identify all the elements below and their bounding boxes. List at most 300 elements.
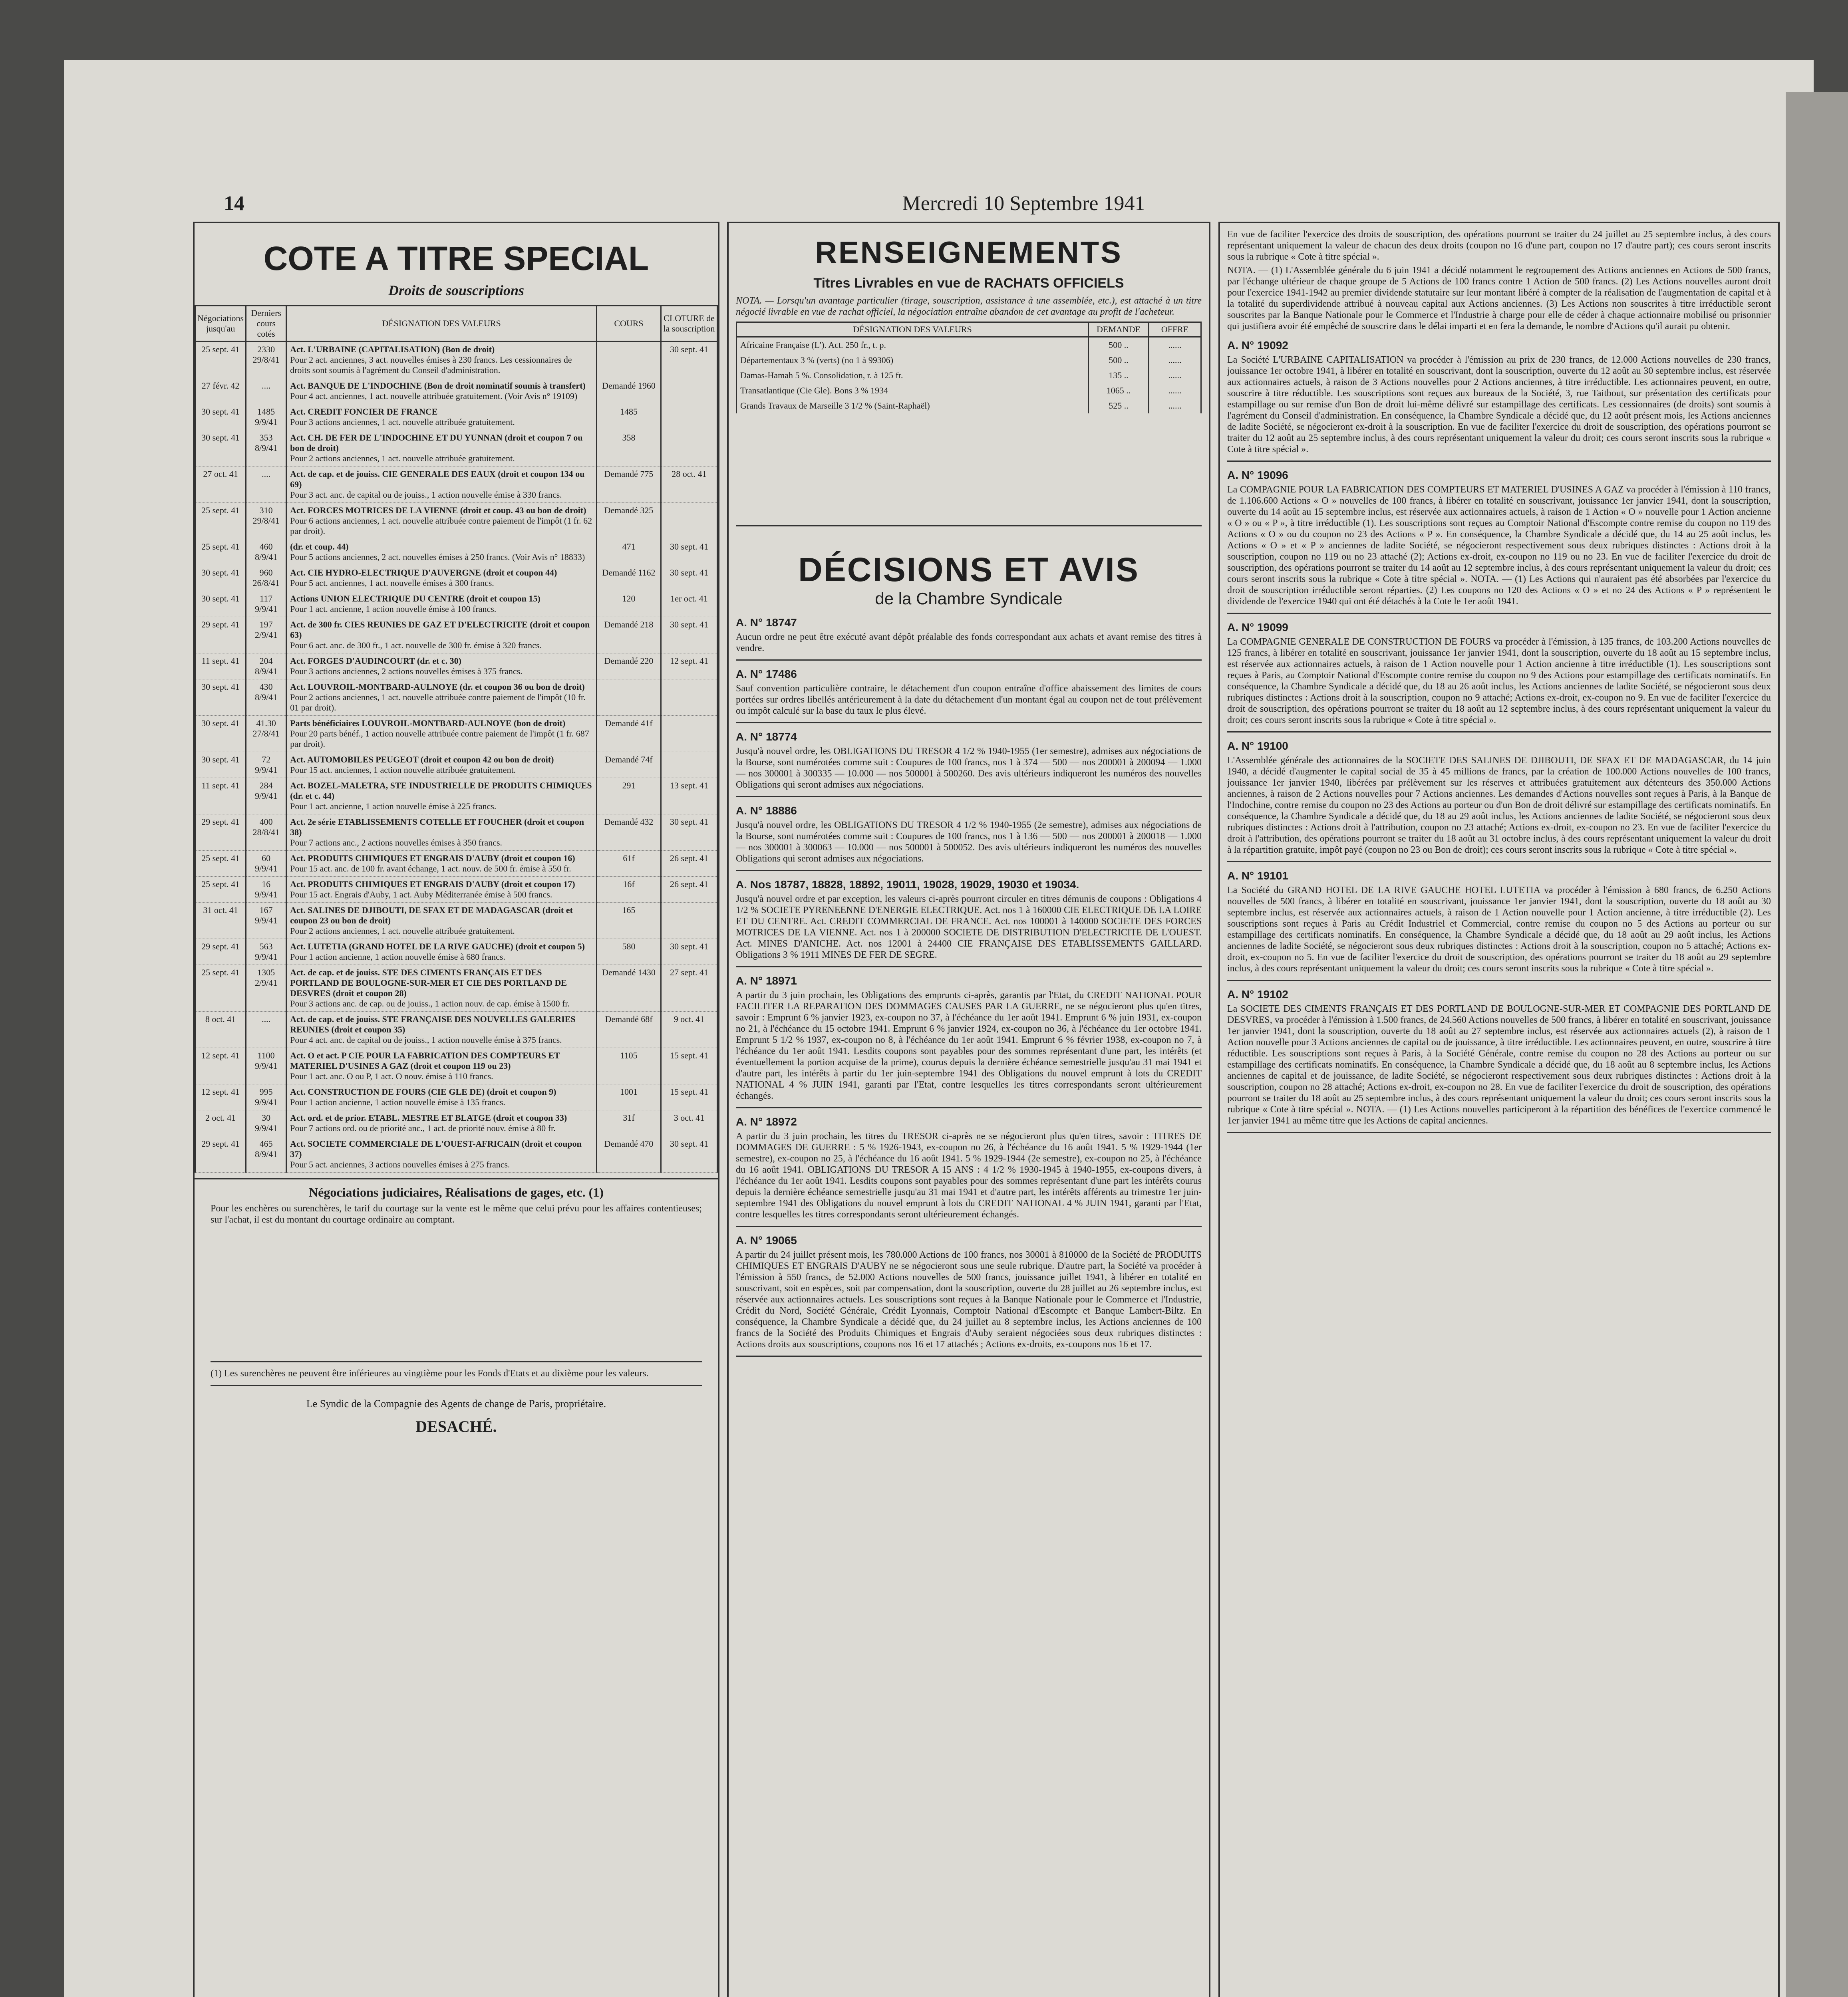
row-cloture: 9 oct. 41 [661, 1012, 717, 1048]
avis-divider [1227, 980, 1771, 981]
row-cloture [661, 716, 717, 752]
avis-number: A. N° 18971 [736, 975, 797, 987]
row-detail: Pour 6 act. anc. de 300 fr., 1 act. nouvelle de 300 fr. émise à 320 francs. [290, 640, 542, 650]
row-last-price: 284 9/9/41 [246, 778, 286, 814]
row-designation [286, 1084, 597, 1110]
souscription-row [195, 341, 717, 378]
decisions-subtitle: de la Chambre Syndicale [875, 589, 1063, 608]
row-detail: Pour 3 actions anciennes, 1 act. nouvelle attribuée gratuitement. [290, 417, 515, 427]
row-detail: Pour 15 act. anc. de 100 fr. avant échange, 1 act. nouv. de 500 fr. émise à 550 fr. [290, 864, 571, 873]
row-cloture: 30 sept. 41 [661, 814, 717, 851]
row-cloture: 28 oct. 41 [661, 466, 717, 503]
row-detail: Pour 3 actions anciennes, 2 actions nouvelles émises à 375 francs. [290, 666, 523, 676]
row-name: Parts bénéficiaires LOUVROIL-MONTBARD-AULNOYE (bon de droit) [290, 718, 566, 728]
rachat-row [737, 353, 1201, 368]
row-designation [286, 1136, 597, 1173]
souscription-row [195, 1110, 717, 1136]
row-cloture: 15 sept. 41 [661, 1084, 717, 1110]
nego-title: Négociations judiciaires, Réalisations de gages, etc. (1) [309, 1185, 604, 1199]
row-cours: 1001 [597, 1084, 661, 1110]
avis-divider [736, 870, 1202, 871]
avis-number: A. Nos 18787, 18828, 18892, 19011, 19028, 19029, 19030 et 19034. [736, 878, 1079, 891]
rachat-row [737, 368, 1201, 383]
avis-text: La SOCIETE DES CIMENTS FRANÇAIS ET DES PORTLAND DE BOULOGNE-SUR-MER ET COMPAGNIE DES PORTLAND DE DESVRES, va procéder à l'émission à 1.500 francs, de 24.560 Actions nouvelles de 500 francs, à libérer en totalité en souscrivant, jouissance 1er janvier 1941, dont la souscription, ouverte du 18 août au 27 septembre inclus, est réservée aux actionnaires actuels (2), à raison de 1 Action nouvelle pour 3 Actions anciennes de capital ou de jouissance, à titre irréductible. Les actionnaires peuvent, en outre, souscrire à titre réductible. Les souscriptions sont reçues à Paris, à la Société Générale, contre remise du coupon no 28 des Actions au porteur ou sur estampillage des certificats nominatifs. En conséquence, la Chambre Syndicale a décidé que, du 18 août au 8 septembre inclus, les Actions anciennes de capital et de jouissance, de ladite Société, se négocieront respectivement sous deux rubriques distinctes : Actions droit à la souscription, coupon no 28 attaché; Actions ex-droit, ex-coupon no 28. En vue de faciliter l'exercice du droit de souscription, des opérations pourront se traiter du 18 août au 25 septembre inclus, à des cours représentant uniquement la valeur du droit; ces cours seront inscrits sous la rubrique « Cote à titre spécial ». NOTA. — (1) Les Actions nouvelles participeront à la répartition des bénéfices de l'exercice commencé le 1er janvier 1941 au même titre que les Actions de capital anciennes. [1227, 1004, 1771, 1126]
avis-number: A. N° 18886 [736, 804, 797, 817]
col3-intro: En vue de faciliter l'exercice des droits de souscription, des opérations pourront se traiter du 24 juillet au 25 septembre inclus, à des cours représentant uniquement la valeur de chacun des deux droits (coupon no 16 d'une part, coupon no 17 d'autre part); ces cours seront inscrits sous la rubrique « Cote à titre spécial ». [1227, 229, 1771, 262]
row-last-price: 1485 9/9/41 [246, 404, 286, 430]
row-designation [286, 341, 597, 378]
row-name: Act. L'URBAINE (CAPITALISATION) (Bon de droit) [290, 344, 495, 354]
avis-number: A. N° 19092 [1227, 339, 1288, 351]
row-date: 30 sept. 41 [195, 679, 246, 716]
row-cours [597, 341, 661, 378]
row-cours: Demandé 68f [597, 1012, 661, 1048]
row-date: 29 sept. 41 [195, 617, 246, 653]
row-cloture [661, 903, 717, 939]
souscription-row [195, 939, 717, 965]
row-designation [286, 965, 597, 1012]
avis-number: A. N° 19099 [1227, 621, 1288, 633]
row-designation [286, 716, 597, 752]
row-date: 25 sept. 41 [195, 851, 246, 877]
rachat-name: Africaine Française (L'). Act. 250 fr., t. p. [737, 337, 1089, 353]
row-name: Act. BOZEL-MALETRA, STE INDUSTRIELLE DE PRODUITS CHIMIQUES (dr. et c. 44) [290, 780, 592, 801]
row-cloture [661, 679, 717, 716]
row-last-price: 72 9/9/41 [246, 752, 286, 778]
avis-number: A. N° 19100 [1227, 740, 1288, 752]
row-last-price: 30 9/9/41 [246, 1110, 286, 1136]
header-designation: DÉSIGNATION DES VALEURS [286, 306, 597, 341]
row-cours: Demandé 220 [597, 653, 661, 679]
row-detail: Pour 5 actions anciennes, 2 act. nouvelles émises à 250 francs. (Voir Avis n° 18833) [290, 552, 585, 562]
row-date: 12 sept. 41 [195, 1048, 246, 1084]
row-name: (dr. et coup. 44) [290, 542, 349, 552]
row-cloture: 12 sept. 41 [661, 653, 717, 679]
avis-divider [1227, 861, 1771, 862]
souscription-row [195, 1084, 717, 1110]
avis-number: A. N° 19096 [1227, 469, 1288, 481]
row-name: Act. SALINES DE DJIBOUTI, DE SFAX ET DE MADAGASCAR (droit et coupon 23 ou bon de droit) [290, 905, 573, 925]
souscription-row [195, 591, 717, 617]
rachat-demande: 135 .. [1089, 368, 1149, 383]
row-date: 25 sept. 41 [195, 965, 246, 1012]
row-name: Act. O et act. P CIE POUR LA FABRICATION DES COMPTEURS ET MATERIEL D'USINES A GAZ (droit et coupon 119 ou 23) [290, 1050, 560, 1071]
row-detail: Pour 4 act. anciennes, 1 act. nouvelle attribuée gratuitement. (Voir Avis n° 19109) [290, 391, 578, 401]
avis-divider [736, 796, 1202, 797]
row-name: Act. de cap. et de jouiss. STE DES CIMENTS FRANÇAIS ET DES PORTLAND DE BOULOGNE-SUR-MER ET CIE DES PORTLAND DE DESVRES (droit et coupon 28) [290, 967, 567, 998]
row-designation [286, 679, 597, 716]
row-cloture: 30 sept. 41 [661, 617, 717, 653]
souscription-row [195, 903, 717, 939]
row-cloture: 30 sept. 41 [661, 1136, 717, 1173]
row-designation [286, 591, 597, 617]
avis-number: A. N° 19065 [736, 1234, 797, 1247]
rachat-name: Damas-Hamah 5 %. Consolidation, r. à 125 fr. [737, 368, 1089, 383]
avis-number: A. N° 18774 [736, 731, 797, 743]
row-cloture [661, 503, 717, 539]
row-cloture: 30 sept. 41 [661, 939, 717, 965]
row-designation [286, 877, 597, 903]
avis-divider [736, 1107, 1202, 1108]
header-cours: COURS [597, 306, 661, 341]
souscription-row [195, 1012, 717, 1048]
row-date: 30 sept. 41 [195, 404, 246, 430]
rachats-table [736, 322, 1202, 413]
avis-text: A partir du 24 juillet présent mois, les 780.000 Actions de 100 francs, nos 30001 à 810000 de la Société de PRODUITS CHIMIQUES ET ENGRAIS D'AUBY ne se négocieront sous une seule rubrique. D'autre part, la Société va procéder à l'émission à 550 francs, de 52.000 Actions nouvelles de 500 francs, jouissance juillet 1941, à libérer en totalité en souscrivant, soit en espèces, soit par compensation, dont la souscription, ouverte du 28 juillet au 26 septembre inclus, est réservée aux actionnaires actuels. Les souscriptions sont reçues à la Banque Nationale pour le Commerce et l'Industrie, Crédit du Nord, Société Générale, Crédit Lyonnais, Comptoir National d'Escompte et Banque Lambert-Biltz. En conséquence, la Chambre Syndicale a décidé que, du 24 juillet au 8 septembre inclus, les Actions anciennes de 100 francs de la Société des Produits Chimiques et Engrais d'Auby seraient négociées sous deux rubriques distinctes : Actions droits aux souscriptions, coupons nos 16 et 17 attachés ; Actions ex-droits, ex-coupons nos 16 et 17. [736, 1250, 1202, 1350]
avis-text: Jusqu'à nouvel ordre, les OBLIGATIONS DU TRESOR 4 1/2 % 1940-1955 (2e semestre), admises aux négociations de la Bourse, sont numérotées comme suit : Coupures de 100 francs, nos 1 à 136 — 500 — nos 200001 à 200018 — 1.000 — nos 300001 à 300063 — 10.000 — nos 500001 à 500052. Des avis ultérieurs indiqueront les numéros des nouvelles Obligations qui seront admises aux négociations. [736, 820, 1202, 864]
rachat-offre: ...... [1149, 368, 1201, 383]
row-designation [286, 378, 597, 404]
column-avis [1218, 222, 1780, 1997]
page-date: Mercredi 10 Septembre 1941 [902, 192, 1145, 215]
avis-text: La Société L'URBAINE CAPITALISATION va procéder à l'émission au prix de 230 francs, de 12.000 Actions nouvelles de 230 francs, jouissance 1er octobre 1941, à libérer en totalité en souscrivant, dont la souscription, ouverte du 12 août au 30 septembre inclus, est réservée aux actionnaires actuels, à raison de 3 Actions nouvelles pour 2 Actions anciennes, à titre irréductible. Les actionnaires peuvent, en outre, souscrire à titre réductible. Les souscriptions sont reçues aux bureaux de la Société, 3, rue Taitbout, sur présentation des certificats pour estampillage ou sur remise d'un Bon de droit lui-même délivré sur estampillage des certificats. Les cessionnaires (de droits) sont soumis à l'agrément du Conseil d'administration. En conséquence, la Chambre Syndicale a décidé que, du 12 août présent mois, les Actions anciennes de ladite Société, se négocieront ex-droit à la souscription. En vue de faciliter l'exercice du droit de souscription, des opérations pourront se traiter du 12 août au 25 septembre inclus, à des cours représentant uniquement la valeur du droit; ces cours seront inscrits sous la rubrique « Cote à titre spécial ». [1227, 355, 1771, 455]
row-last-price: 460 8/9/41 [246, 539, 286, 565]
row-date: 2 oct. 41 [195, 1110, 246, 1136]
souscription-row [195, 404, 717, 430]
souscription-row [195, 716, 717, 752]
rachat-demande: 500 .. [1089, 337, 1149, 353]
row-detail: Pour 1 act. anc. O ou P, 1 act. O nouv. émise à 110 francs. [290, 1071, 493, 1081]
rachat-demande: 500 .. [1089, 353, 1149, 368]
cote-subtitle: Droits de souscriptions [388, 282, 525, 298]
row-designation [286, 1048, 597, 1084]
row-date: 11 sept. 41 [195, 778, 246, 814]
row-cloture: 26 sept. 41 [661, 851, 717, 877]
souscription-row [195, 430, 717, 466]
rachats-header-offre: OFFRE [1149, 322, 1201, 337]
row-detail: Pour 2 act. anciennes, 3 act. nouvelles émises à 230 francs. Les cessionnaires de droits sont soumis à l'agrément du Conseil d'administration. [290, 355, 572, 375]
row-name: Act. FORCES MOTRICES DE LA VIENNE (droit et coup. 43 ou bon de droit) [290, 505, 586, 515]
row-cours: 580 [597, 939, 661, 965]
page-number: 14 [224, 192, 244, 215]
header-negociations: Négociations jusqu'au [195, 306, 246, 341]
row-last-price: 2330 29/8/41 [246, 341, 286, 378]
row-cours: 16f [597, 877, 661, 903]
row-cloture [661, 752, 717, 778]
avis-divider [736, 1356, 1202, 1357]
row-name: Act. CREDIT FONCIER DE FRANCE [290, 407, 438, 417]
signature: DESACHÉ. [415, 1417, 497, 1435]
renseignements-subtitle: Titres Livrables en vue de RACHATS OFFICIELS [813, 276, 1124, 291]
page-edge [1786, 92, 1848, 1997]
row-cours: Demandé 41f [597, 716, 661, 752]
row-cloture: 3 oct. 41 [661, 1110, 717, 1136]
rachat-offre: ...... [1149, 398, 1201, 413]
decisions-title: DÉCISIONS ET AVIS [798, 551, 1139, 588]
avis-text: La COMPAGNIE GENERALE DE CONSTRUCTION DE FOURS va procéder à l'émission, à 135 francs, de 103.200 Actions nouvelles de 125 francs, à libérer en totalité en souscrivant, jouissance 1er janvier 1941, dont la souscription, ouverte du 18 août au 15 septembre inclus, est réservée aux actionnaires actuels, à raison de 1 Action nouvelle pour 1 Action ancienne à titre irréductible (1). Les souscriptions sont reçues à Paris, au Comptoir National d'Escompte contre remise du coupon no 9 des Actions pour estampillage des certificats nominatifs. En conséquence, la Chambre Syndicale a décidé que, du 18 au 26 août inclus, les Actions anciennes de ladite Société, se négocieront sous deux rubriques distinctes : Actions droit à la souscription, coupon no 9 attaché; Actions ex-droit, ex-coupon no 9. En vue de faciliter l'exercice du droit de souscription, des opérations pourront se traiter du 18 août au 12 septembre inclus, à des cours représentant uniquement la valeur du droit; ces cours seront inscrits sous la rubrique « Cote à titre spécial ». [1227, 637, 1771, 725]
row-cours: 165 [597, 903, 661, 939]
row-detail: Pour 7 actions anc., 2 actions nouvelles émises à 350 francs. [290, 838, 503, 848]
row-cours: 61f [597, 851, 661, 877]
souscription-row [195, 503, 717, 539]
row-detail: Pour 1 act. ancienne, 1 action nouvelle émise à 225 francs. [290, 801, 497, 811]
renseignements-title: RENSEIGNEMENTS [815, 236, 1123, 270]
row-last-price: .... [246, 378, 286, 404]
row-detail: Pour 6 actions anciennes, 1 act. nouvelle attribuée contre paiement de l'impôt (1 fr. 62 par droit). [290, 516, 592, 536]
rachat-name: Départementaux 3 % (verts) (no 1 à 99306) [737, 353, 1089, 368]
row-date: 27 févr. 42 [195, 378, 246, 404]
row-last-price: .... [246, 466, 286, 503]
row-designation [286, 503, 597, 539]
avis-divider [1227, 1132, 1771, 1133]
row-cours: 1105 [597, 1048, 661, 1084]
nego-text: Pour les enchères ou surenchères, le tarif du courtage sur la vente est le même que celui prévu pour les affaires contentieuses; sur l'achat, il est du montant du courtage ordinaire au comptant. [211, 1203, 702, 1225]
row-designation [286, 430, 597, 466]
avis-text: La Société du GRAND HOTEL DE LA RIVE GAUCHE HOTEL LUTETIA va procéder à l'émission à 680 francs, de 6.250 Actions nouvelles de 500 francs, à libérer en totalité en souscrivant, jouissance 1er janvier 1941, dont la souscription, ouverte du 18 août au 30 septembre inclus, est réservée aux actionnaires actuels, à raison de 1 Action nouvelle pour 1 Action ancienne, à titre irréductible (2). Les souscriptions sont reçues à Paris au Crédit Industriel et Commercial, contre remise du coupon no 5 des Actions au porteur ou sur estampillage des certificats nominatifs. En conséquence, la Chambre Syndicale a décidé que, du 18 août au 29 août inclus, les Actions anciennes de ladite Société, se négocieront sous deux rubriques distinctes : Actions droit à la souscription, coupon no 5 attaché; Actions ex-droit, ex-coupon no 5. En vue de faciliter l'exercice du droit de souscription, des opérations pourront se traiter du 18 août au 29 septembre inclus, à des cours représentant uniquement la valeur du droit; ces cours seront inscrits sous la rubrique « Cote à titre spécial ». [1227, 885, 1771, 974]
souscription-row [195, 752, 717, 778]
avis-text: Aucun ordre ne peut être exécuté avant dépôt préalable des fonds correspondant aux achats et avant remise des titres à vendre. [736, 632, 1202, 653]
row-name: Act. CIE HYDRO-ELECTRIQUE D'AUVERGNE (droit et coupon 44) [290, 568, 557, 578]
row-last-price: 167 9/9/41 [246, 903, 286, 939]
row-name: Act. LUTETIA (GRAND HOTEL DE LA RIVE GAUCHE) (droit et coupon 5) [290, 941, 585, 951]
column-cote-speciale [193, 222, 719, 1997]
footnote: (1) Les surenchères ne peuvent être inférieures au vingtième pour les Fonds d'Etats et au dixième pour les valeurs. [211, 1368, 649, 1379]
row-last-price: 1100 9/9/41 [246, 1048, 286, 1084]
col3-avis-list [1227, 339, 1771, 1133]
row-cloture: 13 sept. 41 [661, 778, 717, 814]
row-date: 25 sept. 41 [195, 341, 246, 378]
avis-text: A partir du 3 juin prochain, les Obligations des emprunts ci-après, garantis par l'Etat, du CREDIT NATIONAL POUR FACILITER LA REPARATION DES DOMMAGES CAUSES PAR LA GUERRE, ne se négocieront plus qu'en titres, savoir : Emprunt 6 % janvier 1923, ex-coupon no 37, à l'échéance du 1er août 1941. Emprunt 6 % juin 1931, ex-coupon no 21, à l'échéance du 15 octobre 1941. Emprunt 6 % janvier 1924, ex-coupon no 36, à l'échéance du 1er octobre 1941. Emprunt 5 1/2 % 1937, ex-coupon no 8, à l'échéance du 1er août 1941. Emprunt 6 % février 1938, ex-coupon no 7, à l'échéance du 1er août 1941. Lesdits coupons sont payables pour des sommes représentant d'une part, les intérêts (et éventuellement la portion acquise de la prime), courus depuis la dernière échéance semestrielle jusqu'au 31 mai 1941 et d'autre part, les intérêts à partir du 1er juin-septembre 1941 des Obligations du nouvel emprunt à lots du CREDIT NATIONAL 4 % JUIN 1941, garanti par l'Etat, contre lesquelles les titres correspondants seront ultérieurement échangés. [736, 990, 1202, 1101]
row-name: Act. FORGES D'AUDINCOURT (dr. et c. 30) [290, 656, 461, 666]
row-detail: Pour 2 actions anciennes, 1 act. nouvelle attribuée contre paiement de l'impôt (10 fr. 01 par droit). [290, 692, 586, 713]
rachat-row [737, 383, 1201, 398]
row-cloture [661, 378, 717, 404]
row-cours: Demandé 1430 [597, 965, 661, 1012]
row-name: Act. de 300 fr. CIES REUNIES DE GAZ ET D'ELECTRICITE (droit et coupon 63) [290, 619, 590, 640]
avis-number: A. N° 17486 [736, 668, 797, 680]
row-name: Act. de cap. et de jouiss. CIE GENERALE DES EAUX (droit et coupon 134 ou 69) [290, 469, 585, 489]
row-designation [286, 466, 597, 503]
row-date: 25 sept. 41 [195, 877, 246, 903]
row-last-price: 995 9/9/41 [246, 1084, 286, 1110]
row-cloture: 26 sept. 41 [661, 877, 717, 903]
avis-divider [736, 966, 1202, 967]
row-detail: Pour 3 act. anc. de capital ou de jouiss., 1 action nouvelle émise à 330 francs. [290, 490, 562, 500]
row-designation [286, 752, 597, 778]
syndic-line: Le Syndic de la Compagnie des Agents de change de Paris, propriétaire. [306, 1398, 606, 1409]
row-date: 29 sept. 41 [195, 1136, 246, 1173]
souscription-row [195, 851, 717, 877]
cote-title: COTE A TITRE SPECIAL [263, 240, 649, 277]
avis-text: La COMPAGNIE POUR LA FABRICATION DES COMPTEURS ET MATERIEL D'USINES A GAZ va procéder à l'émission à 110 francs, de 1.106.600 Actions « O » nouvelles de 100 francs, à libérer en totalité en souscrivant, jouissance 1er janvier 1941, dont la souscription, ouverte du 14 août au 15 septembre inclus, est réservée aux actionnaires actuels, à raison de 1 Action « O » nouvelle pour 1 Action ancienne « O » ou « P », à titre irréductible (1). Les souscriptions sont reçues au Comptoir National d'Escompte contre remise du coupon no 119 des Actions « O » ou du coupon no 23 des Actions « P ». En conséquence, la Chambre Syndicale a décidé que, du 14 au 25 août inclus, les Actions « O » et « P » anciennes de ladite Société, se négocieront respectivement sous deux rubriques distinctes : Actions droit à la souscription, coupon no 119 ou no 23 attaché (2); Actions ex-droit, ex-coupon no 119 ou no 23. En vue de faciliter l'exercice du droit de souscription, des opérations pourront se traiter du 14 août au 12 septembre inclus, à des cours représentant uniquement la valeur du droit; ces cours seront inscrits sous la rubrique « Cote à titre spécial ». NOTA. — (1) Les Actions qui n'auraient pas été absorbées par l'exercice du droit de souscription irréductible seront réparties. (2) Les coupons no 120 des Actions « O » et no 24 des Actions « P » représentent le dividende de l'exercice 1940 qui ont été détachés à la Cote le 1er août 1941. [1227, 484, 1771, 607]
row-last-price: 430 8/9/41 [246, 679, 286, 716]
row-cours: 358 [597, 430, 661, 466]
row-designation [286, 903, 597, 939]
souscription-row [195, 1136, 717, 1173]
row-name: Act. CH. DE FER DE L'INDOCHINE ET DU YUNNAN (droit et coupon 7 ou bon de droit) [290, 433, 583, 453]
row-detail: Pour 2 actions anciennes, 1 act. nouvelle attribuée gratuitement. [290, 453, 515, 463]
row-date: 29 sept. 41 [195, 939, 246, 965]
souscription-row [195, 814, 717, 851]
row-detail: Pour 7 actions ord. ou de priorité anc., 1 act. de priorité nouv. émise à 80 fr. [290, 1123, 556, 1133]
row-cours: 1485 [597, 404, 661, 430]
row-designation [286, 1110, 597, 1136]
rachat-offre: ...... [1149, 383, 1201, 398]
col3-intro-nota: NOTA. — (1) L'Assemblée générale du 6 juin 1941 a décidé notamment le regroupement des Actions anciennes en Actions de 500 francs, par l'échange ultérieur de chaque groupe de 5 Actions de 100 francs contre 1 Action de 500 francs. (2) Les Actions nouvelles auront droit pour l'exercice 1941-1942 au premier dividende statutaire sur leur montant libéré à compter de la réalisation de l'augmentation de capital et à la totalité du superdividende attribué à nouveau capital aux Actions anciennes. (3) Les Actions non souscrites à titre irréductible seront souscrites par la Banque Nationale pour le Commerce et l'Industrie à charge pour elle de céder à chaque actionnaire mobilisé ou prisonnier qui justifiera avoir été empêché de souscrire dans le délai imparti et en fera la demande, le nombre d'Actions qu'il aurait pu obtenir. [1227, 265, 1771, 332]
souscription-row [195, 617, 717, 653]
avis-text: Jusqu'à nouvel ordre et par exception, les valeurs ci-après pourront circuler en titres démunis de coupons : Obligations 4 1/2 % SOCIETE PYRENEENNE D'ENERGIE ELECTRIQUE. Act. nos 1 à 160000 CIE ELECTRIQUE DE LA LOIRE ET DU CENTRE. Act. CREDIT COMMERCIAL DE FRANCE. Act. nos 100001 à 140000 SOCIETE DES FORCES MOTRICES DE LA VIENNE. Act. nos 1 à 200000 SOCIETE DE DISTRIBUTION D'ELECTRICITE DE L'OUEST. Act. MINES D'ANICHE. Act. nos 12001 à 24400 CIE FRANÇAISE DES ETABLISSEMENTS GAILLARD. Obligations 3 % 1911 MINES DE FER DE SEGRE. [736, 894, 1202, 960]
row-last-price: .... [246, 1012, 286, 1048]
row-date: 11 sept. 41 [195, 653, 246, 679]
row-cloture: 30 sept. 41 [661, 539, 717, 565]
row-date: 30 sept. 41 [195, 565, 246, 591]
row-last-price: 204 8/9/41 [246, 653, 286, 679]
rachat-offre: ...... [1149, 353, 1201, 368]
souscription-row [195, 778, 717, 814]
souscription-row [195, 877, 717, 903]
row-date: 29 sept. 41 [195, 814, 246, 851]
rachat-name: Grands Travaux de Marseille 3 1/2 % (Saint-Raphaël) [737, 398, 1089, 413]
row-last-price: 400 28/8/41 [246, 814, 286, 851]
row-name: Act. CONSTRUCTION DE FOURS (CIE GLE DE) (droit et coupon 9) [290, 1087, 556, 1097]
row-last-price: 353 8/9/41 [246, 430, 286, 466]
row-cours: Demandé 775 [597, 466, 661, 503]
row-last-price: 41.30 27/8/41 [246, 716, 286, 752]
avis-divider [736, 722, 1202, 723]
row-cours [597, 679, 661, 716]
row-name: Act. BANQUE DE L'INDOCHINE (Bon de droit nominatif soumis à transfert) [290, 381, 586, 391]
row-detail: Pour 5 act. anciennes, 3 actions nouvelles émises à 275 francs. [290, 1159, 510, 1169]
row-name: Act. de cap. et de jouiss. STE FRANÇAISE DES NOUVELLES GALERIES REUNIES (droit et coupon 35) [290, 1014, 576, 1034]
souscription-row [195, 1048, 717, 1084]
rachat-name: Transatlantique (Cie Gle). Bons 3 % 1934 [737, 383, 1089, 398]
row-detail: Pour 4 act. anc. de capital ou de jouiss., 1 action nouvelle émise à 375 francs. [290, 1035, 562, 1045]
avis-number: A. N° 18972 [736, 1116, 797, 1128]
souscription-row [195, 466, 717, 503]
header-derniers-cours: Derniers cours cotés [246, 306, 286, 341]
souscription-row [195, 539, 717, 565]
row-detail: Pour 15 act. anciennes, 1 action nouvelle attribuée gratuitement. [290, 765, 516, 775]
column-renseignements [727, 222, 1210, 1997]
row-detail: Pour 1 action ancienne, 1 action nouvelle émise à 680 francs. [290, 952, 505, 962]
souscription-row [195, 378, 717, 404]
rachat-row [737, 398, 1201, 413]
avis-divider [1227, 731, 1771, 732]
row-date: 30 sept. 41 [195, 752, 246, 778]
row-date: 30 sept. 41 [195, 716, 246, 752]
row-cours: Demandé 218 [597, 617, 661, 653]
row-designation [286, 404, 597, 430]
row-detail: Pour 20 parts bénéf., 1 action nouvelle attribuée contre paiement de l'impôt (1 fr. 687 par droit). [290, 729, 589, 749]
row-detail: Pour 15 act. Engrais d'Auby, 1 act. Auby Méditerranée émise à 500 francs. [290, 889, 552, 899]
row-date: 30 sept. 41 [195, 591, 246, 617]
row-cours: 291 [597, 778, 661, 814]
row-designation [286, 565, 597, 591]
row-cloture: 27 sept. 41 [661, 965, 717, 1012]
avis-number: A. N° 18747 [736, 616, 797, 629]
avis-text: L'Assemblée générale des actionnaires de la SOCIETE DES SALINES DE DJIBOUTI, DE SFAX ET DE MADAGASCAR, du 14 juin 1940, a décidé d'augmenter le capital social de 35 à 45 millions de francs, par la création de 100.000 Actions nouvelles de 100 francs, jouissance 1er janvier 1940, libérées par prélèvement sur les réserves et attribuées gratuitement aux détenteurs des 350.000 Actions anciennes, à raison de 2 Actions nouvelles pour 7 Actions anciennes. Les demandes d'Actions nouvelles sont reçues à Paris, à la Banque de l'Indochine, contre remise du coupon no 23 des Actions au porteur ou d'un Bon de droit délivré sur estampillage des certificats nominatifs. En conséquence, la Chambre Syndicale a décidé que, du 18 au 29 août inclus, les Actions anciennes de ladite Société, se négocieront sous deux rubriques distinctes : Actions droit à l'attribution, coupon no 23 attaché; Actions ex-droit, ex-coupon no 23. En vue de faciliter l'exercice du droit à l'attribution, des opérations pourront se traiter du 18 août au 31 octobre inclus, à des cours représentant uniquement la valeur du droit à la répartition gratuite, impôt payé (coupon no 23 ou Bon de droit); ces cours seront inscrits sous la rubrique « Cote à titre spécial ». [1227, 755, 1771, 855]
row-cours: Demandé 432 [597, 814, 661, 851]
row-name: Act. PRODUITS CHIMIQUES ET ENGRAIS D'AUBY (droit et coupon 17) [290, 879, 575, 889]
row-last-price: 197 2/9/41 [246, 617, 286, 653]
avis-text: Sauf convention particulière contraire, le détachement d'un coupon entraîne d'office abaissement des limites de cours portées sur ordres libellés antérieurement à la date du détachement d'un montant égal au coupon net de tout prélèvement ou impôt calculé sur la base du taux le plus élevé. [736, 683, 1202, 716]
row-date: 12 sept. 41 [195, 1084, 246, 1110]
row-detail: Pour 1 action ancienne, 1 action nouvelle émise à 135 francs. [290, 1097, 505, 1107]
rachats-header-designation: DÉSIGNATION DES VALEURS [737, 322, 1089, 337]
row-cloture [661, 404, 717, 430]
avis-divider [736, 1226, 1202, 1227]
row-designation [286, 617, 597, 653]
row-last-price: 1305 2/9/41 [246, 965, 286, 1012]
rachat-demande: 1065 .. [1089, 383, 1149, 398]
row-cours: Demandé 1960 [597, 378, 661, 404]
row-cours: Demandé 325 [597, 503, 661, 539]
souscriptions-table [195, 305, 718, 1173]
row-designation [286, 653, 597, 679]
souscription-row [195, 965, 717, 1012]
row-detail: Pour 3 actions anc. de cap. ou de jouiss., 1 action nouv. de cap. émise à 1500 fr. [290, 998, 570, 1008]
row-date: 31 oct. 41 [195, 903, 246, 939]
row-date: 27 oct. 41 [195, 466, 246, 503]
row-date: 25 sept. 41 [195, 503, 246, 539]
col2-avis-list [736, 616, 1202, 1357]
row-name: Act. AUTOMOBILES PEUGEOT (droit et coupon 42 ou bon de droit) [290, 754, 554, 764]
row-last-price: 310 29/8/41 [246, 503, 286, 539]
row-cloture [661, 430, 717, 466]
row-cours: 120 [597, 591, 661, 617]
souscription-row [195, 679, 717, 716]
page-header [224, 192, 1824, 216]
row-date: 25 sept. 41 [195, 539, 246, 565]
row-cours: Demandé 74f [597, 752, 661, 778]
row-name: Act. PRODUITS CHIMIQUES ET ENGRAIS D'AUBY (droit et coupon 16) [290, 853, 575, 863]
header-cloture: CLOTURE de la souscription [661, 306, 717, 341]
souscription-row [195, 653, 717, 679]
row-name: Actions UNION ELECTRIQUE DU CENTRE (droit et coupon 15) [290, 594, 540, 603]
row-designation [286, 539, 597, 565]
row-designation [286, 1012, 597, 1048]
avis-number: A. N° 19101 [1227, 869, 1288, 882]
row-designation [286, 814, 597, 851]
renseignements-nota: NOTA. — Lorsqu'un avantage particulier (tirage, souscription, assistance à une assemblée, etc.), est attaché à un titre négocié livrable en vue de rachat officiel, la négociation entraîne abandon de cet avantage au profit de l'acheteur. [736, 296, 1202, 317]
row-detail: Pour 2 actions anciennes, 1 act. nouvelle attribuée gratuitement. [290, 926, 515, 936]
row-last-price: 60 9/9/41 [246, 851, 286, 877]
row-designation [286, 778, 597, 814]
row-name: Act. ord. et de prior. ETABL. MESTRE ET BLATGE (droit et coupon 33) [290, 1113, 567, 1123]
avis-divider [1227, 613, 1771, 614]
row-date: 30 sept. 41 [195, 430, 246, 466]
row-cloture: 30 sept. 41 [661, 565, 717, 591]
row-last-price: 563 9/9/41 [246, 939, 286, 965]
souscription-row [195, 565, 717, 591]
row-cloture: 1er oct. 41 [661, 591, 717, 617]
rachat-offre: ...... [1149, 337, 1201, 353]
rachats-header-demande: DEMANDE [1089, 322, 1149, 337]
row-last-price: 117 9/9/41 [246, 591, 286, 617]
rachats-body [737, 337, 1201, 414]
row-designation [286, 851, 597, 877]
souscriptions-body [195, 341, 717, 1173]
row-designation [286, 939, 597, 965]
row-last-price: 465 8/9/41 [246, 1136, 286, 1173]
avis-number: A. N° 19102 [1227, 988, 1288, 1000]
row-name: Act. SOCIETE COMMERCIALE DE L'OUEST-AFRICAIN (droit et coupon 37) [290, 1139, 582, 1159]
row-detail: Pour 1 act. ancienne, 1 action nouvelle émise à 100 francs. [290, 604, 497, 614]
row-detail: Pour 5 act. anciennes, 1 act. nouvelle émises à 300 francs. [290, 578, 494, 588]
row-cours: Demandé 1162 [597, 565, 661, 591]
row-name: Act. 2e série ETABLISSEMENTS COTELLE ET FOUCHER (droit et coupon 38) [290, 817, 584, 837]
row-name: Act. LOUVROIL-MONTBARD-AULNOYE (dr. et coupon 36 ou bon de droit) [290, 682, 585, 692]
row-last-price: 960 26/8/41 [246, 565, 286, 591]
row-cours: Demandé 470 [597, 1136, 661, 1173]
row-cours: 471 [597, 539, 661, 565]
rachat-row [737, 337, 1201, 353]
avis-divider [1227, 461, 1771, 462]
avis-text: Jusqu'à nouvel ordre, les OBLIGATIONS DU TRESOR 4 1/2 % 1940-1955 (1er semestre), admises aux négociations de la Bourse, sont numérotées comme suit : Coupures de 100 francs, nos 1 à 374 — 500 — nos 200001 à 200094 — 1.000 — nos 300001 à 300335 — 10.000 — nos 500001 à 500260. Des avis ultérieurs indiqueront les numéros des nouvelles Obligations qui seront admises aux négociations. [736, 746, 1202, 790]
rachat-demande: 525 .. [1089, 398, 1149, 413]
row-cloture: 15 sept. 41 [661, 1048, 717, 1084]
avis-text: A partir du 3 juin prochain, les titres du TRESOR ci-après ne se négocieront plus qu'en titres, savoir : TITRES DE DOMMAGES DE GUERRE : 5 % 1926-1943, ex-coupon no 26, à l'échéance du 16 août 1941. 5 % 1929-1944 (1er semestre), ex-coupon no 25, à l'échéance du 16 août 1941. 5 % 1929-1944 (2e semestre), ex-coupon no 25, à l'échéance du 16 août 1941. OBLIGATIONS DU TRESOR A 15 ANS : 4 1/2 % 1930-1945 à 1940-1955, ex-coupons divers, à l'échéance du 1er août 1941. Lesdits coupons sont payables pour des sommes représentant d'une part les intérêts courus depuis la dernière échéance semestrielle jusqu'au 31 mai 1941 et d'autre part, les intérêts afférents au trimestre 1er juin-septembre 1941 des Obligations du nouvel emprunt à lots du CREDIT NATIONAL 4 % JUIN 1941, garanti par l'Etat, contre lesquelles les titres correspondants seront ultérieurement échangés. [736, 1131, 1202, 1220]
